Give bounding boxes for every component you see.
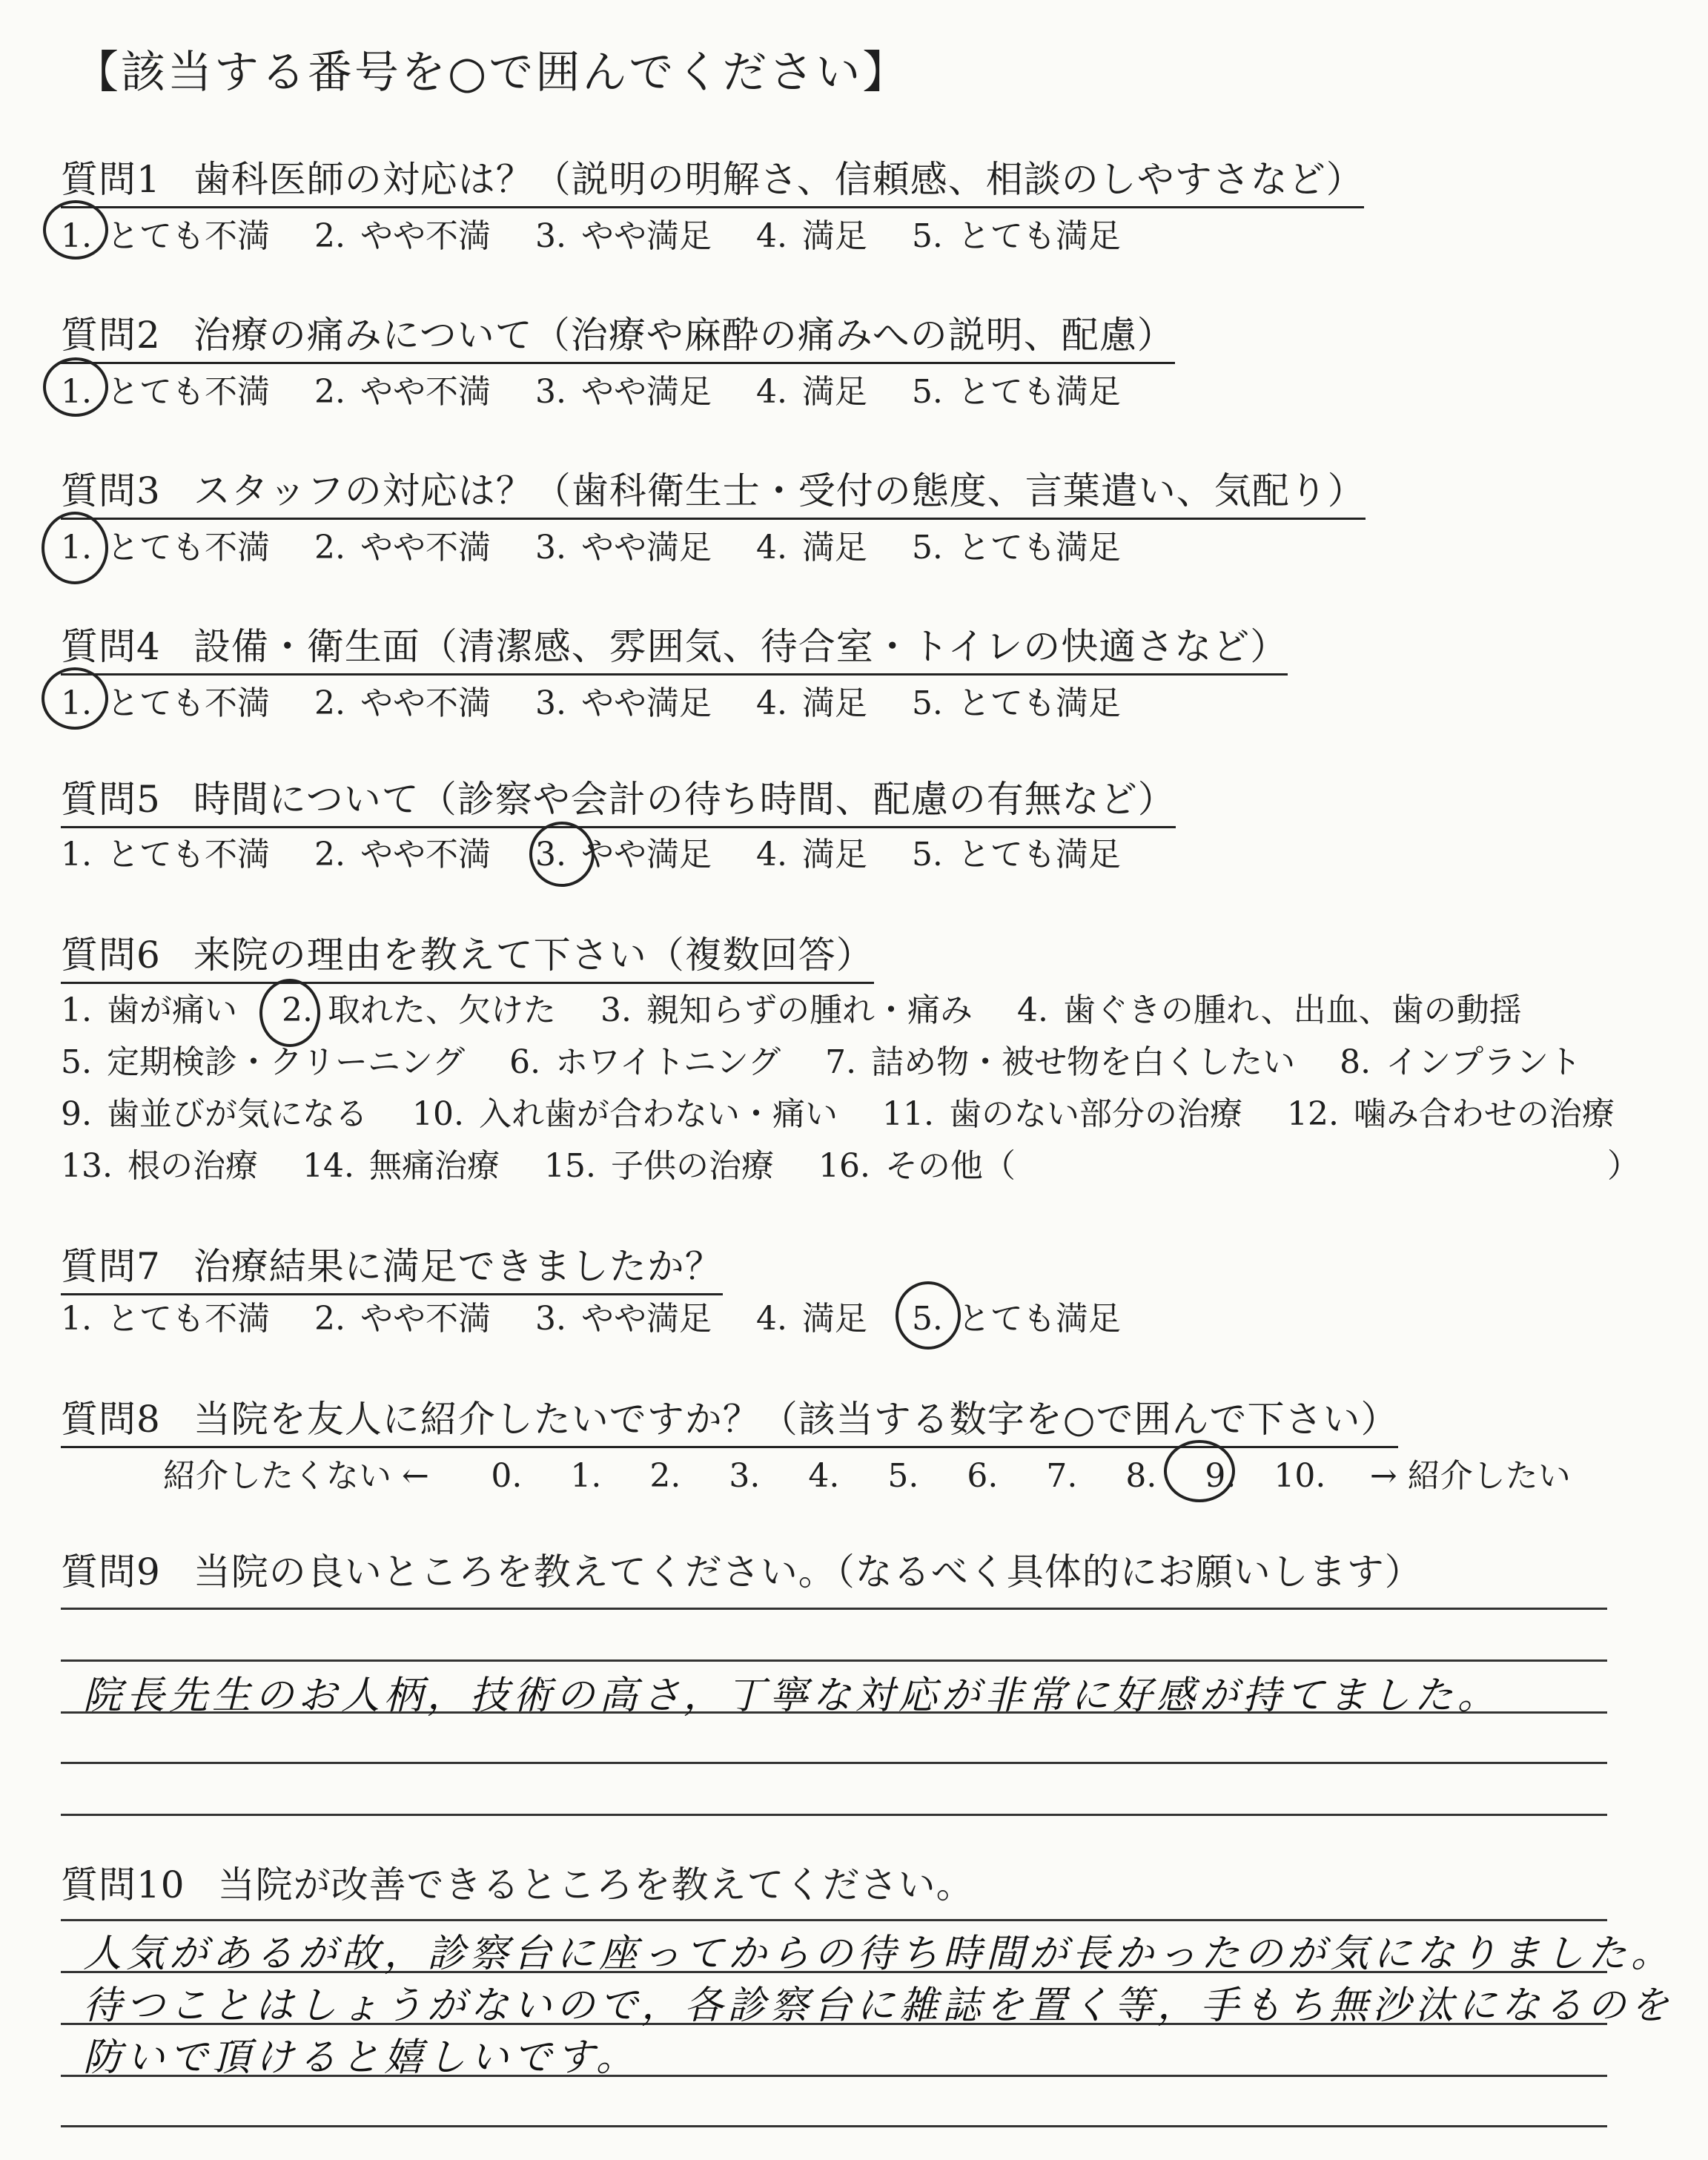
q4-option-3[interactable]: 3. やや満足 — [534, 684, 712, 722]
q1-number: 質問1 — [61, 158, 161, 201]
q6-row-4 — [61, 1139, 1050, 1186]
q7-selection-circle — [896, 1281, 961, 1350]
q9-answer-line-1 — [61, 1608, 1607, 1610]
q7-option-3[interactable]: 3. やや満足 — [534, 1300, 712, 1338]
q8-option-7[interactable]: 7. — [1046, 1457, 1078, 1495]
q3-title: 質問3 スタッフの対応は？（歯科衛生士・受付の態度、言葉遣い、気配り） — [61, 461, 1366, 520]
q1-option-2[interactable]: 2. やや不満 — [314, 217, 491, 255]
q6-option-13[interactable]: 13. 根の治療 — [61, 1147, 258, 1185]
q3-options — [61, 521, 1155, 568]
q6-selection-circle — [259, 979, 320, 1047]
q6-option-9[interactable]: 9. 歯並びが気になる — [61, 1095, 368, 1133]
q6-option-8[interactable]: 8. インプラント — [1340, 1043, 1582, 1081]
q6-title: 質問6 来院の理由を教えて下さい（複数回答） — [61, 925, 874, 984]
q5-option-3[interactable]: 3. やや満足 — [534, 836, 712, 873]
q8-option-0[interactable]: 0. — [491, 1457, 523, 1495]
q5-option-4[interactable]: 4. 満足 — [755, 836, 867, 873]
q4-options — [61, 676, 1155, 724]
q8-selection-circle — [1164, 1440, 1235, 1502]
q9-handwritten-answer: 院長先生のお人柄，技術の高さ，丁寧な対応が非常に好感が持てました。 — [83, 1674, 1500, 1718]
q8-option-2[interactable]: 2. — [649, 1457, 681, 1495]
q1-options — [61, 209, 1155, 257]
q4-option-2[interactable]: 2. やや不満 — [314, 684, 491, 722]
q6-option-11[interactable]: 11. 歯のない部分の治療 — [881, 1095, 1242, 1133]
q3-option-4[interactable]: 4. 満足 — [755, 529, 867, 567]
q6-option-3[interactable]: 3. 親知らずの腫れ・痛み — [600, 991, 973, 1029]
q10-handwritten-line-1: 人気があるが故，診察台に座ってからの待ち時間が長かったのが気になりました。 — [83, 1932, 1675, 1976]
q5-option-2[interactable]: 2. やや不満 — [314, 836, 491, 873]
q6-option-4[interactable]: 4. 歯ぐきの腫れ、出血、歯の動揺 — [1016, 991, 1522, 1029]
q3-option-2[interactable]: 2. やや不満 — [314, 529, 491, 567]
q1-option-4[interactable]: 4. 満足 — [755, 217, 867, 255]
q6-option-10[interactable]: 10. 入れ歯が合わない・痛い — [411, 1095, 838, 1133]
q1-selection-circle — [43, 200, 108, 260]
q1-option-1[interactable]: 1. とても不満 — [61, 217, 270, 255]
q9-answer-line-5 — [61, 1814, 1607, 1816]
q8-left-label: 紹介したくない ← — [163, 1457, 429, 1495]
q8-option-9[interactable]: 9. — [1205, 1457, 1237, 1495]
q7-title: 質問7 治療結果に満足できましたか？ — [61, 1237, 723, 1295]
q5-selection-circle — [529, 822, 595, 887]
q8-option-10[interactable]: 10. — [1274, 1457, 1326, 1495]
q3-option-1[interactable]: 1. とても不満 — [61, 529, 270, 567]
q3-selection-circle — [42, 512, 108, 584]
q7-option-2[interactable]: 2. やや不満 — [314, 1300, 491, 1338]
q1-title — [61, 150, 1364, 208]
q7-options — [61, 1292, 1155, 1339]
q8-option-8[interactable]: 8. — [1125, 1457, 1157, 1495]
q2-option-5[interactable]: 5. とても満足 — [911, 373, 1121, 411]
q8-option-1[interactable]: 1. — [570, 1457, 602, 1495]
q7-option-4[interactable]: 4. 満足 — [755, 1300, 867, 1338]
q6-option-2[interactable]: 2. 取れた、欠けた — [281, 991, 556, 1029]
q6-row-3 — [61, 1087, 1649, 1135]
q4-option-5[interactable]: 5. とても満足 — [911, 684, 1121, 722]
q1-text: 歯科医師の対応は？（説明の明解さ、信頼感、相談のしやすさなど） — [193, 158, 1364, 201]
q2-options — [61, 365, 1155, 412]
q2-option-3[interactable]: 3. やや満足 — [534, 373, 712, 411]
q6-other-close-paren: ） — [1607, 1147, 1640, 1185]
q6-option-16[interactable]: 16. その他（ — [818, 1147, 1016, 1185]
q6-option-7[interactable]: 7. 詰め物・被せ物を白くしたい — [825, 1043, 1296, 1081]
q8-option-6[interactable]: 6. — [967, 1457, 999, 1495]
q4-title: 質問4 設備・衛生面（清潔感、雰囲気、待合室・トイレの快適さなど） — [61, 617, 1288, 676]
q3-option-3[interactable]: 3. やや満足 — [534, 529, 712, 567]
q10-answer-line-5 — [61, 2125, 1607, 2127]
q2-option-1[interactable]: 1. とても不満 — [61, 373, 270, 411]
q10-title: 質問10 当院が改善できるところを教えてください。 — [61, 1863, 974, 1906]
q1-option-3[interactable]: 3. やや満足 — [534, 217, 712, 255]
q4-option-1[interactable]: 1. とても不満 — [61, 684, 270, 722]
q1-option-5[interactable]: 5. とても満足 — [911, 217, 1121, 255]
q8-title: 質問8 当院を友人に紹介したいですか？（該当する数字を○で囲んで下さい） — [61, 1390, 1398, 1448]
q8-scale — [163, 1449, 1571, 1496]
q5-option-5[interactable]: 5. とても満足 — [911, 836, 1121, 873]
q8-option-3[interactable]: 3. — [729, 1457, 761, 1495]
q6-option-1[interactable]: 1. 歯が痛い — [61, 991, 237, 1029]
q6-option-14[interactable]: 14. 無痛治療 — [302, 1147, 500, 1185]
q9-answer-line-4 — [61, 1762, 1607, 1764]
q6-option-15[interactable]: 15. 子供の治療 — [543, 1147, 774, 1185]
q8-option-5[interactable]: 5. — [887, 1457, 919, 1495]
q9-title: 質問9 当院の良いところを教えてください。（なるべく具体的にお願いします） — [61, 1550, 1423, 1593]
q10-answer-line-1 — [61, 1919, 1607, 1921]
q5-option-1[interactable]: 1. とても不満 — [61, 836, 270, 873]
q4-option-4[interactable]: 4. 満足 — [755, 684, 867, 722]
q2-option-2[interactable]: 2. やや不満 — [314, 373, 491, 411]
instruction: 【該当する番号を○で囲んでください】 — [74, 47, 910, 99]
q2-option-4[interactable]: 4. 満足 — [755, 373, 867, 411]
q5-title: 質問5 時間について（診察や会計の待ち時間、配慮の有無など） — [61, 770, 1176, 828]
q5-options — [61, 828, 1155, 875]
q10-handwritten-line-3: 防いで頂けると嬉しいです。 — [83, 2035, 639, 2080]
q2-selection-circle — [43, 357, 108, 417]
q10-handwritten-line-2: 待つことはしょうがないので，各診察台に雑誌を置く等，手もち無沙汰になるのを — [83, 1984, 1673, 2028]
q6-option-12[interactable]: 12. 噛み合わせの治療 — [1286, 1095, 1615, 1133]
q2-title: 質問2 治療の痛みについて（治療や麻酔の痛みへの説明、配慮） — [61, 305, 1175, 364]
q7-option-1[interactable]: 1. とても不満 — [61, 1300, 270, 1338]
q7-option-5[interactable]: 5. とても満足 — [911, 1300, 1121, 1338]
q3-option-5[interactable]: 5. とても満足 — [911, 529, 1121, 567]
q8-option-4[interactable]: 4. — [808, 1457, 840, 1495]
q4-selection-circle — [42, 667, 108, 730]
q8-right-label: → 紹介したい — [1369, 1457, 1571, 1495]
q6-option-6[interactable]: 6. ホワイトニング — [509, 1043, 781, 1081]
q9-answer-line-2 — [61, 1659, 1607, 1662]
q6-option-5[interactable]: 5. 定期検診・クリーニング — [61, 1043, 466, 1081]
